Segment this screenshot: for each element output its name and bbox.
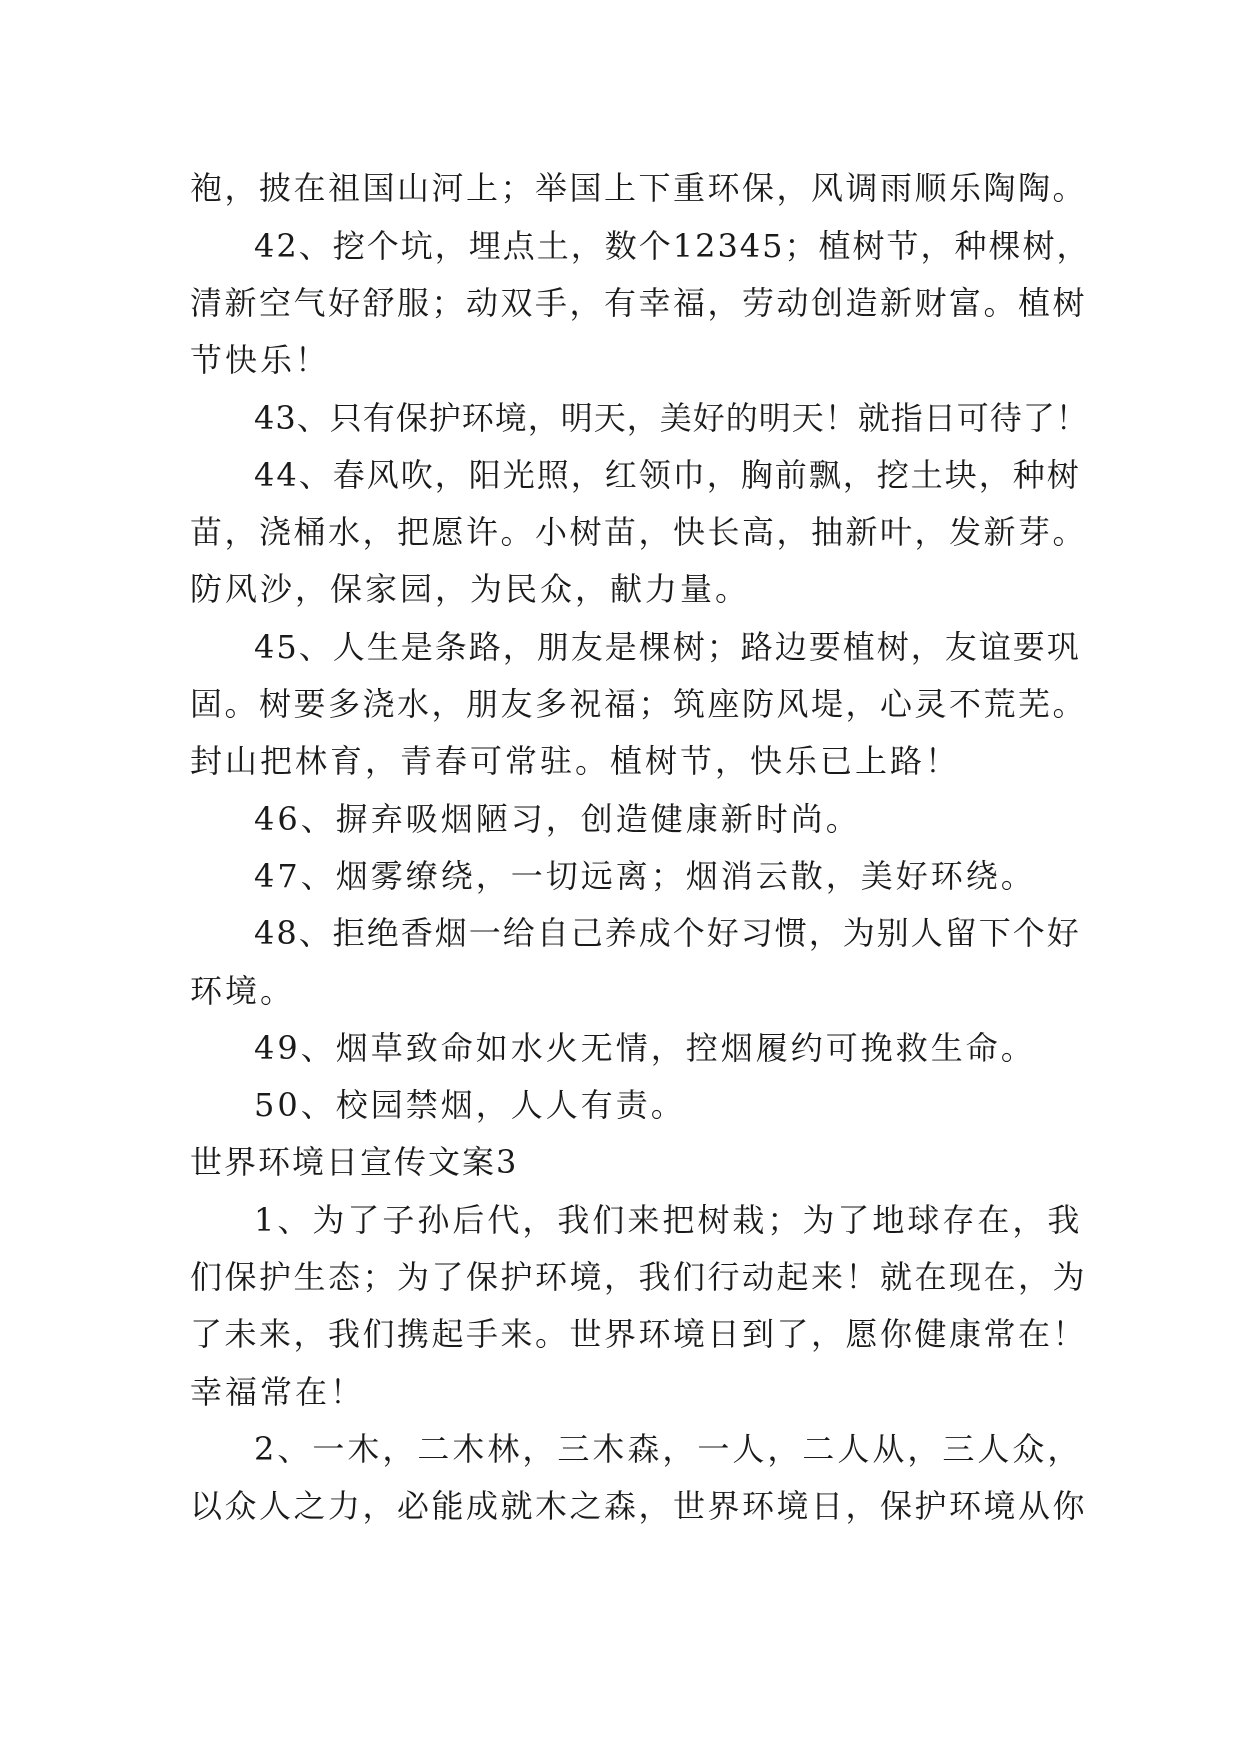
text-line: 2、一木，二木林，三木森，一人，二人从，三人众，	[254, 1430, 1083, 1468]
text-line: 防风沙，保家园，为民众，献力量。	[190, 570, 751, 608]
text-line: 49、烟草致命如水火无情，控烟履约可挽救生命。	[254, 1029, 1036, 1067]
text-line: 环境。	[190, 972, 296, 1010]
text-line: 幸福常在！	[190, 1373, 366, 1411]
text-line: 50、校园禁烟，人人有责。	[254, 1086, 686, 1124]
text-line: 清新空气好舒服；动双手，有幸福，劳动创造新财富。植树	[190, 284, 1088, 322]
text-line: 苗，浇桶水，把愿许。小树苗，快长高，抽新叶，发新芽。	[190, 513, 1088, 551]
text-line: 48、拒绝香烟一给自己养成个好习惯，为别人留下个好	[254, 914, 1081, 952]
text-line: 45、人生是条路，朋友是棵树；路边要植树，友谊要巩	[254, 628, 1081, 666]
text-line: 47、烟雾缭绕，一切远离；烟消云散，美好环绕。	[254, 857, 1036, 895]
text-line: 封山把林育，青春可常驻。植树节，快乐已上路！	[190, 742, 961, 780]
text-line: 1、为了子孙后代，我们来把树栽；为了地球存在，我	[254, 1201, 1083, 1239]
text-line: 固。树要多浇水，朋友多祝福；筑座防风堤，心灵不荒芜。	[190, 685, 1088, 723]
text-line: 43、只有保护环境，明天，美好的明天！就指日可待了！	[254, 399, 1089, 437]
text-line: 44、春风吹，阳光照，红领巾，胸前飘，挖土块，种树	[254, 456, 1081, 494]
text-line: 节快乐！	[190, 341, 331, 379]
text-line: 42、挖个坑，埋点土，数个12345；植树节，种棵树，	[254, 227, 1091, 265]
text-line: 们保护生态；为了保护环境，我们行动起来！就在现在，为	[190, 1258, 1088, 1296]
text-line: 了未来，我们携起手来。世界环境日到了，愿你健康常在！	[190, 1315, 1088, 1353]
text-line: 46、摒弃吸烟陋习，创造健康新时尚。	[254, 800, 861, 838]
text-line: 以众人之力，必能成就木之森，世界环境日，保护环境从你	[190, 1487, 1088, 1525]
text-line: 袍，披在祖国山河上；举国上下重环保，风调雨顺乐陶陶。	[190, 169, 1088, 207]
section-heading: 世界环境日宣传文案3	[190, 1143, 519, 1181]
